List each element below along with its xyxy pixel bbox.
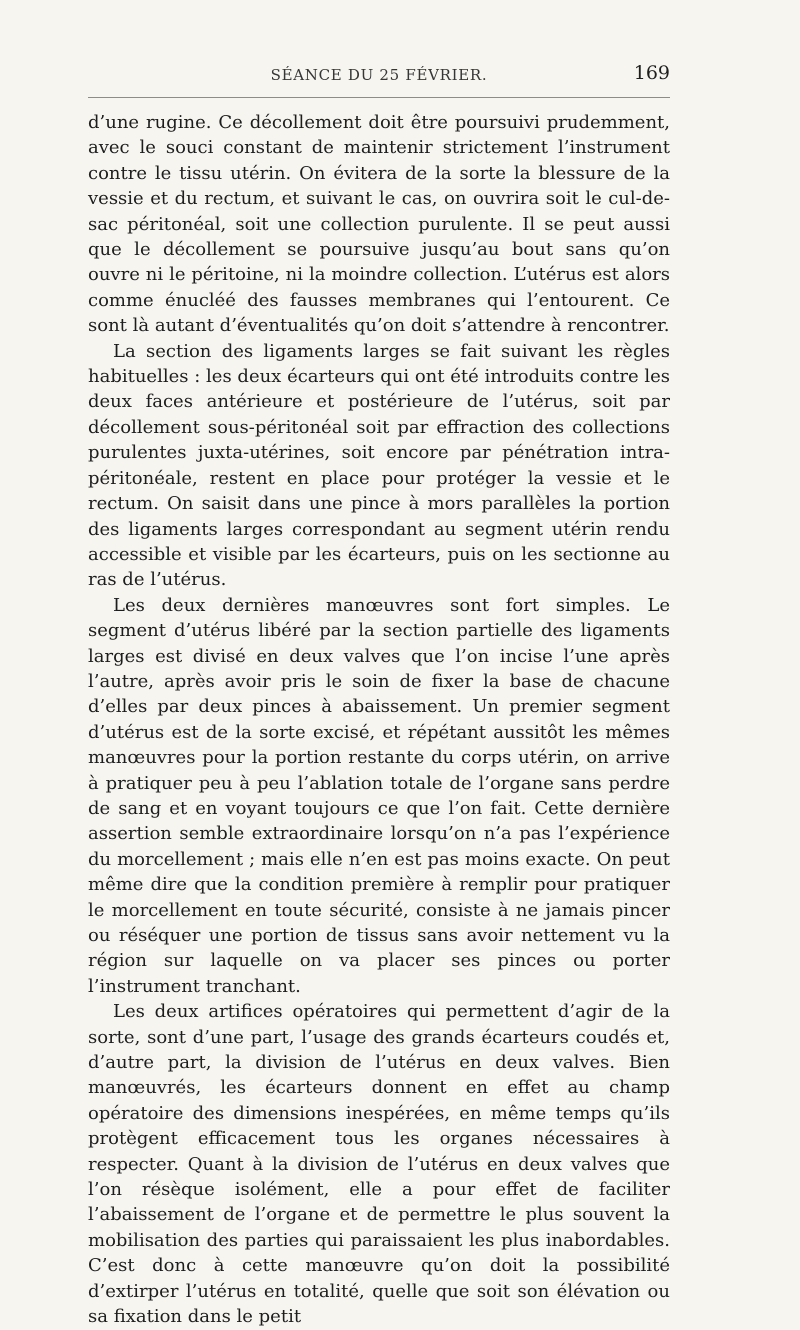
paragraph-4: Les deux artifices opératoires qui permettent d’agir de la sorte, sont d’une part, l’usage des grands écarteurs coudés et, d’autre part, la division de l’utérus en deux valves. Bien manœuvrés, les écarteurs donnent en effet au champ opératoire des dimensions inespérées, en même temps qu’ils protègent efficacement tous les organes nécessaires à respecter. Quant à la division de l’utérus en deux valves que l’on résèque isolément, elle a pour effet de faciliter l’abaissement de l’organe et de permettre le plus souvent la mobilisation des parties qui paraissaient les plus inabordables. C’est donc à cette manœuvre qu’on doit la possibilité d’extirper l’utérus en totalité, quelle que soit son élévation ou sa fixation dans le petit xyxy=(88,1001,670,1328)
body-text xyxy=(88,110,670,1330)
paragraph-3: Les deux dernières manœuvres sont fort simples. Le segment d’utérus libéré par la section partielle des ligaments larges est divisé en deux valves que l’on incise l’une après l’autre, après avoir pris le soin de fixer la base de chacune d’elles par deux pinces à abaissement. Un premier segment d’utérus est de la sorte excisé, et répétant aussitôt les mêmes manœuvres pour la portion restante du corps utérin, on arrive à pratiquer peu à peu l’ablation totale de l’organe sans perdre de sang et en voyant toujours ce que l’on fait. Cette dernière assertion semble extraordinaire lorsqu’on n’a pas l’expérience du morcellement ; mais elle n’en est pas moins exacte. On peut même dire que la condition première à remplir pour pratiquer le morcellement en toute sécurité, consiste à ne jamais pincer ou réséquer une portion de tissus sans avoir nettement vu la région sur laquelle on va placer ses pinces ou porter l’instrument tranchant. xyxy=(88,594,670,997)
paragraph-2: La section des ligaments larges se fait suivant les règles habituelles : les deux écarteurs qui ont été introduits contre les deux faces antérieure et postérieure de l’utérus, soit par décollement sous-péritonéal soit par effraction des collections purulentes juxta-utérines, soit encore par pénétration intra-péritonéale, restent en place pour protéger la vessie et le rectum. On saisit dans une pince à mors parallèles la portion des ligaments larges correspondant au segment utérin rendu accessible et visible par les écarteurs, puis on les sectionne au ras de l’utérus. xyxy=(88,340,670,591)
page-number: 169 xyxy=(633,62,670,84)
header-divider xyxy=(88,97,670,98)
running-title: SÉANCE DU 25 FÉVRIER. xyxy=(270,66,488,84)
paragraph-1: d’une rugine. Ce décollement doit être poursuivi prudemment, avec le souci constant de maintenir strictement l’instrument contre le tissu utérin. On évitera de la sorte la blessure de la vessie et du rectum, et suivant le cas, on ouvrira soit le cul-de-sac péritonéal, soit une collection purulente. Il se peut aussi que le décollement se poursuive jusqu’au bout sans qu’on ouvre ni le péritoine, ni la moindre collection. L’utérus est alors comme énucléé des fausses membranes qui l’entourent. Ce sont là autant d’éventualités qu’on doit s’attendre à rencontrer. xyxy=(88,112,670,337)
page-header xyxy=(88,58,670,90)
